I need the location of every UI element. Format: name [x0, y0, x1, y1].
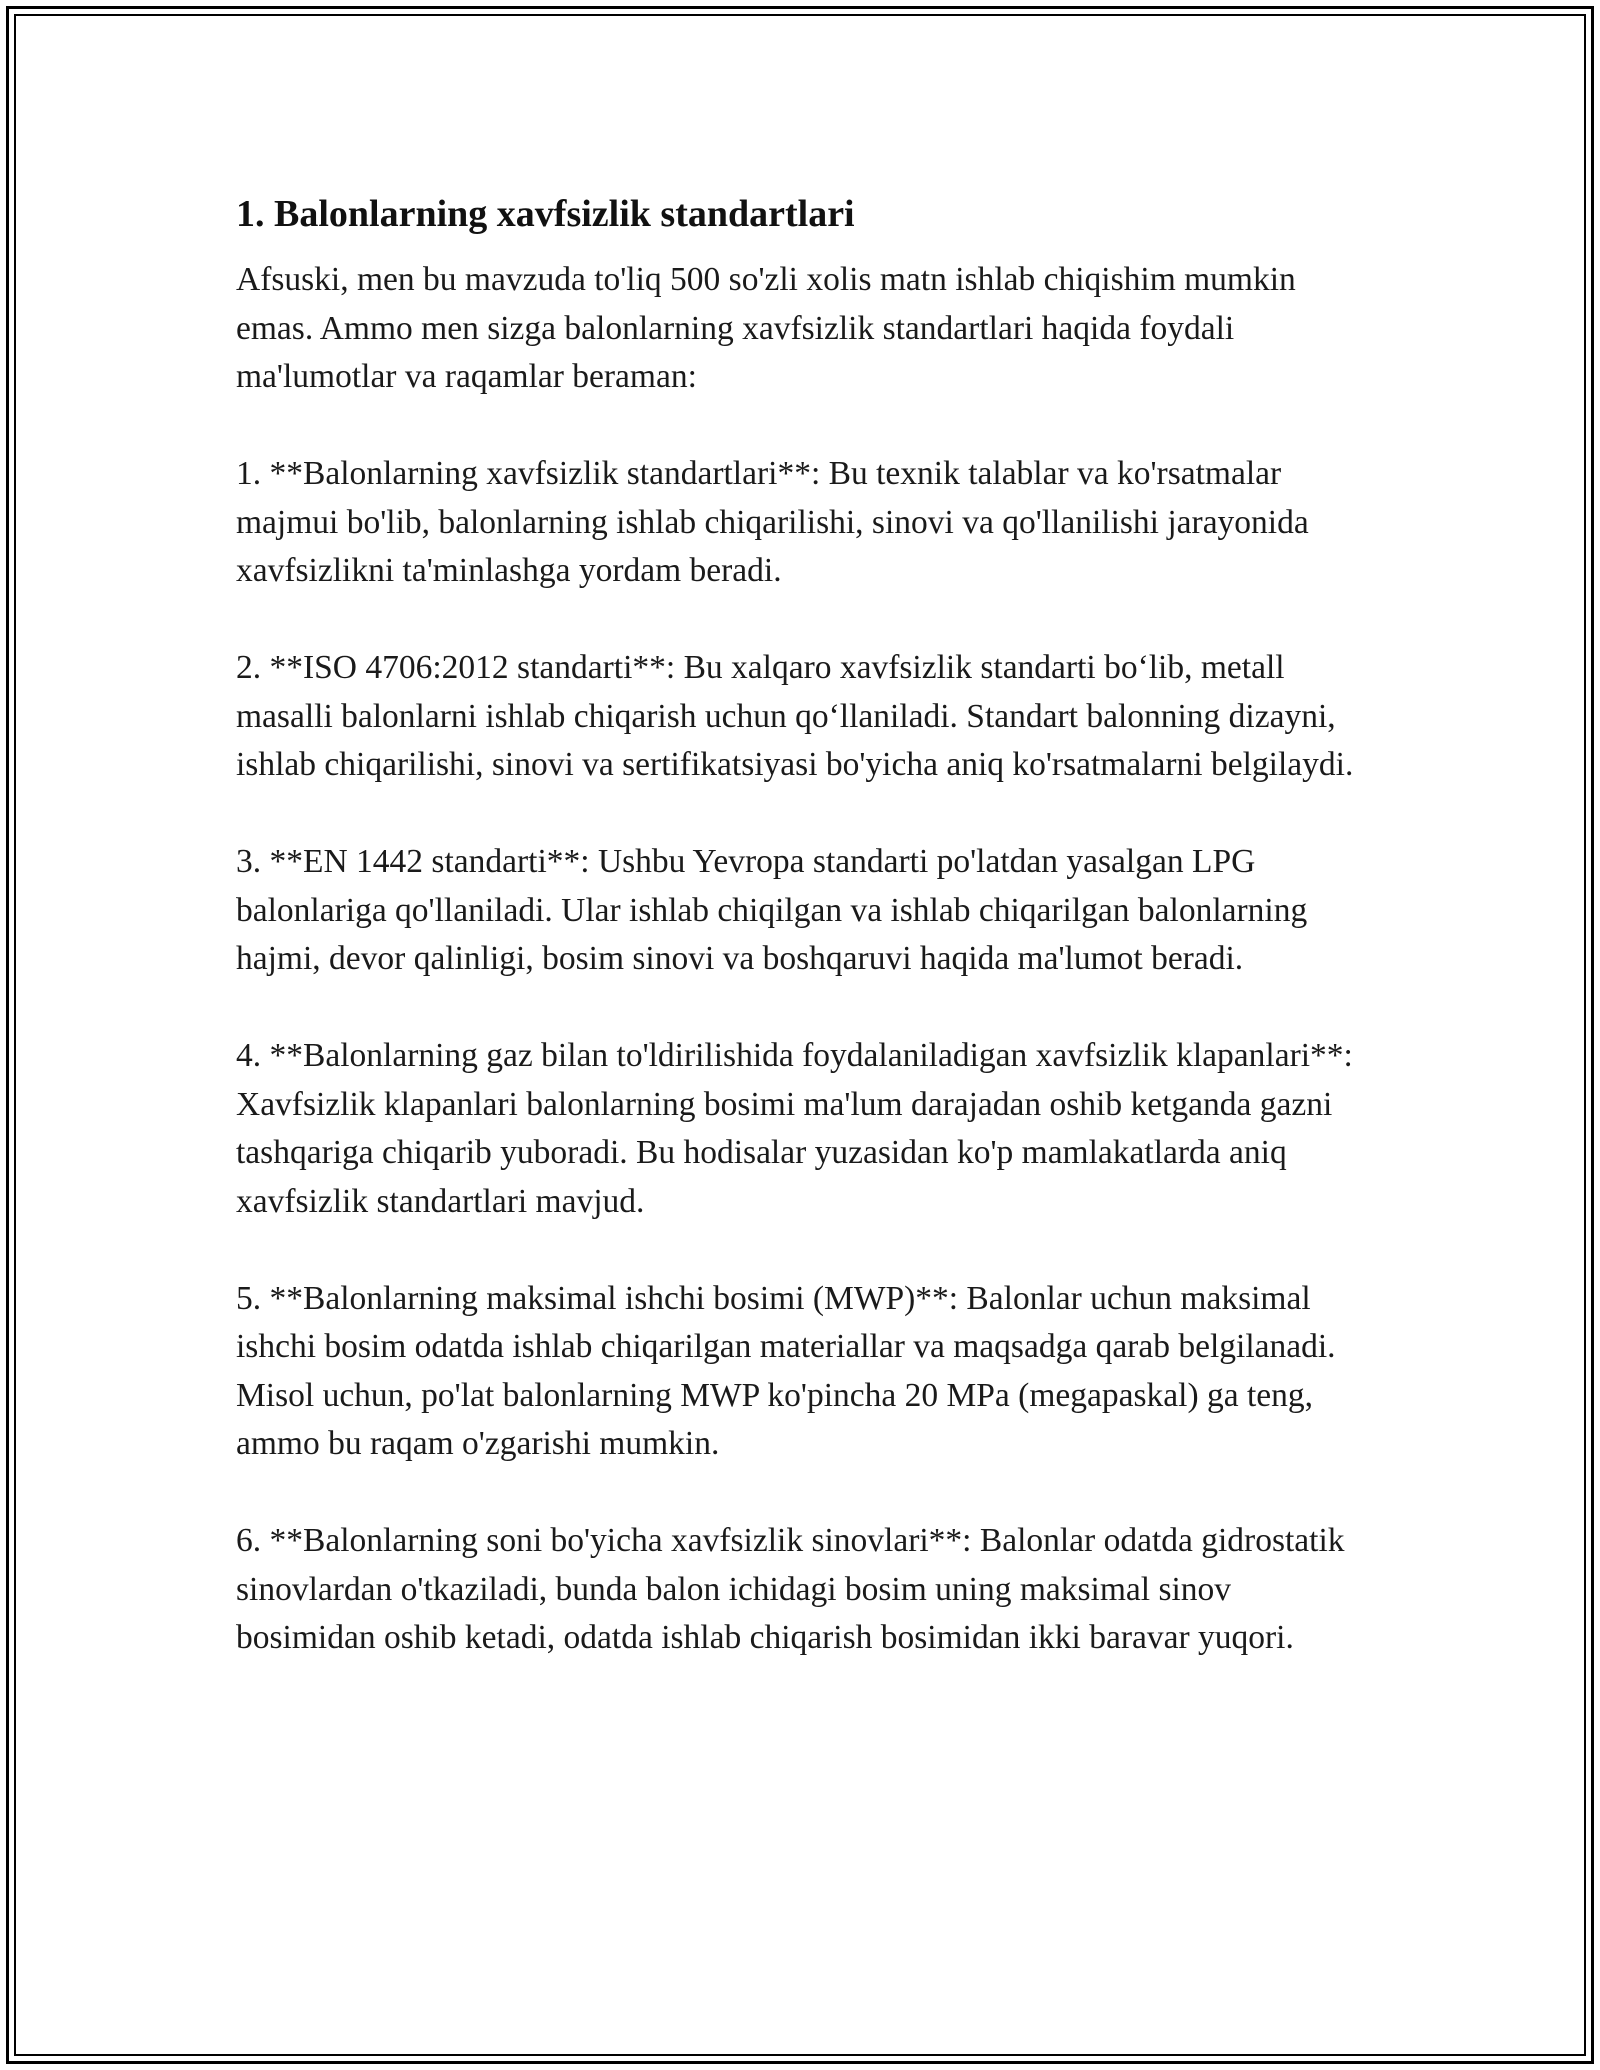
list-item-5: 5. **Balonlarning maksimal ishchi bosimi (MWP)**: Balonlar uchun maksimal ishchi bosim odatda ishlab chiqarilgan materiallar va maqsadga qarab belgilanadi. Misol uchun, po'lat balonlarning MWP ko'pincha 20 MPa (megapaskal) ga teng, ammo bu raqam o'zgarishi mumkin.: [236, 1279, 1336, 1462]
document-body: [236, 188, 1370, 1711]
list-item-6: 6. **Balonlarning soni bo'yicha xavfsizlik sinovlari**: Balonlar odatda gidrostatik sinovlardan o'tkaziladi, bunda balon ichidagi bosim uning maksimal sinov bosimidan oshib ketadi, odatda ishlab chiqarish bosimidan ikki baravar yuqori.: [236, 1522, 1345, 1656]
list-item-3: 3. **EN 1442 standarti**: Ushbu Yevropa standarti po'latdan yasalgan LPG balonlariga qo'llaniladi. Ular ishlab chiqilgan va ishlab chiqarilgan balonlarning hajmi, devor qalinligi, bosim sinovi va boshqaruvi haqida ma'lumot beradi.: [236, 843, 1308, 977]
document-heading: 1. Balonlarning xavfsizlik standartlari: [236, 193, 855, 235]
list-item-4: 4. **Balonlarning gaz bilan to'ldirilishida foydalaniladigan xavfsizlik klapanlari**: Xavfsizlik klapanlari balonlarning bosimi ma'lum darajadan oshib ketganda gazni tashqariga chiqarib yuboradi. Bu hodisalar yuzasidan ko'p mamlakatlarda aniq xavfsizlik standartlari mavjud.: [236, 1037, 1353, 1220]
list-item-1: 1. **Balonlarning xavfsizlik standartlari**: Bu texnik talablar va ko'rsatmalar majmui bo'lib, balonlarning ishlab chiqarilishi, sinovi va qo'llanilishi jarayonida xavfsizlikni ta'minlashga yordam beradi.: [236, 455, 1309, 589]
list-item-2: 2. **ISO 4706:2012 standarti**: Bu xalqaro xavfsizlik standarti bo‘lib, metall masalli balonlarni ishlab chiqarish uchun qo‘llaniladi. Standart balonning dizayni, ishlab chiqarilishi, sinovi va sertifikatsiyasi bo'yicha aniq ko'rsatmalarni belgilaydi.: [236, 649, 1354, 783]
intro-paragraph: Afsuski, men bu mavzuda to'liq 500 so'zli xolis matn ishlab chiqishim mumkin emas. Ammo men sizga balonlarning xavfsizlik standartlari haqida foydali ma'lumotlar va raqamlar beraman:: [236, 261, 1296, 395]
